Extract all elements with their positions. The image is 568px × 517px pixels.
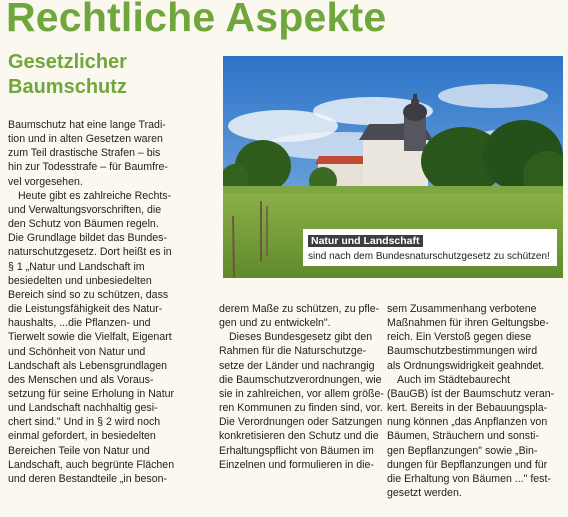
text-line: konkretisieren den Schutz und die xyxy=(219,430,379,443)
text-line: zum Teil drastische Strafen – bis xyxy=(8,147,161,160)
text-line: Bereichen Teile von Natur und xyxy=(8,444,150,457)
text-line: einmal gefordert, in besiedelten xyxy=(8,430,156,443)
text-line: naturschutzgesetz. Dort heißt es in xyxy=(8,246,172,259)
text-line: § 1 „Natur und Landschaft im xyxy=(8,260,145,273)
photo-caption xyxy=(303,229,557,266)
page-title: Rechtliche Aspekte xyxy=(6,0,387,40)
subtitle-line-1: Gesetzlicher xyxy=(8,51,127,73)
subtitle-line-2: Baumschutz xyxy=(8,76,127,98)
text-line: gen Bepflanzungen" sowie „Bin- xyxy=(387,444,538,457)
text-line: die Leistungsfähigkeit des Natur- xyxy=(8,303,163,316)
text-line: Dieses Bundesgesetz gibt den xyxy=(229,331,373,344)
text-line: nung können „das Anpflanzen von xyxy=(387,416,548,429)
text-line: Landschaft als Lebensgrundlagen xyxy=(8,359,168,372)
text-line: die Erhaltung von Bäumen ..." fest- xyxy=(387,472,551,485)
text-line: Bereich sind so zu schützen, dass xyxy=(8,288,169,301)
text-line: besiedelten und unbesiedelten xyxy=(8,274,152,287)
text-line: Heute gibt es zahlreiche Rechts- xyxy=(18,189,172,202)
caption-text: sind nach dem Bundesnaturschutzgesetz zu schützen! xyxy=(308,251,550,262)
text-line: derem Maße zu schützen, zu pfle- xyxy=(219,303,380,315)
text-line: Baumschutzbestimmungen wird xyxy=(387,345,538,358)
text-line: und Verwaltungsvorschriften, die xyxy=(8,203,162,216)
text-line: Erhaltungspflicht von Bäumen im xyxy=(219,444,374,457)
text-line: gesetzt werden. xyxy=(387,487,462,500)
text-line: (BauGB) ist der Baumschutz veran- xyxy=(387,387,555,400)
text-line: reich. Ein Verstoß gegen diese xyxy=(387,331,532,344)
text-line: und Landschaft nachhaltig gesi- xyxy=(8,402,158,415)
caption-title: Natur und Landschaft xyxy=(308,235,423,247)
text-column-2 xyxy=(219,302,384,472)
text-line: und Schönheit von Natur und xyxy=(8,345,146,358)
text-line: setze der Länder und nachrangig xyxy=(219,359,375,372)
text-line: ren Kommunen zu finden sind, vor. xyxy=(219,402,383,415)
text-line: sie in zahlreichen, vor allem größe- xyxy=(219,387,384,400)
text-line: den Schutz von Bäumen regeln. xyxy=(8,218,159,231)
text-line: haushalts, ...die Pflanzen- und xyxy=(8,317,151,330)
text-line: gen und zu entwickeln". xyxy=(219,317,331,330)
text-line: hin zur Todesstrafe – für Baumfre- xyxy=(8,161,168,174)
text-column-3 xyxy=(387,302,554,500)
text-line: Maßnahmen für ihren Geltungsbe- xyxy=(387,317,549,330)
text-line: chert sind." Und in § 2 wird noch xyxy=(8,416,161,429)
text-line: setzung für seine Erholung in Natur xyxy=(8,387,175,400)
text-line: kert. Bereits in der Bebauungspla- xyxy=(387,402,548,415)
text-line: Bäumen, Sträuchern und sonsti- xyxy=(387,430,539,443)
text-line: Die Grundlage bildet das Bundes- xyxy=(8,232,168,245)
text-line: Landschaft, auch begrünte Flächen xyxy=(8,458,175,471)
text-line: als Ordnungswidrigkeit geahndet. xyxy=(387,359,545,372)
text-line: Die Verordnungen oder Satzungen xyxy=(219,416,383,429)
text-line: dungen für Bepflanzungen und für xyxy=(387,458,548,471)
text-line: die Baumschutzverordnungen, wie xyxy=(219,373,382,386)
text-line: Einzelnen und formulieren in die- xyxy=(219,458,374,471)
text-line: und deren Bestandteile „in beson- xyxy=(8,472,168,485)
text-line: tion und in alten Gesetzen waren xyxy=(8,133,163,146)
text-column-1 xyxy=(8,118,174,486)
text-line: Baumschutz hat eine lange Tradi- xyxy=(8,119,166,131)
text-line: Rahmen für die Naturschutzge- xyxy=(219,345,367,358)
text-line: sem Zusammenhang verbotene xyxy=(387,303,537,315)
text-line: Tierwelt sowie die Vielfalt, Eigenart xyxy=(8,331,172,344)
article-subtitle xyxy=(8,50,127,100)
text-line: vel vorgesehen. xyxy=(8,175,83,188)
text-line: des Menschen und als Voraus- xyxy=(8,373,154,386)
text-line: Auch im Städtebaurecht xyxy=(397,373,511,386)
